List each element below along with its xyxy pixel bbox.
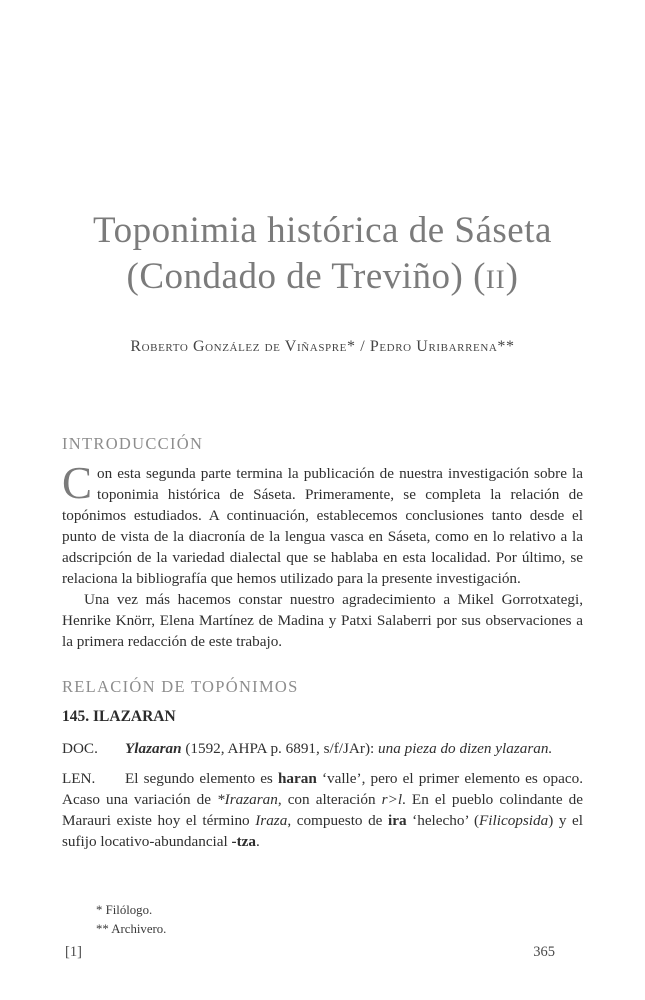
folio-marker: [1] [65,944,82,960]
page-number: 365 [533,944,555,960]
section-heading-relacion: RELACIÓN DE TOPÓNIMOS [62,677,299,696]
intro-paragraph-1 [62,458,583,589]
title-line-2: (Condado de Treviño) (II) [126,256,519,297]
len-paragraph [62,768,583,852]
authors-line: Roberto González de Viñaspre* / Pedro Uribarrena** [130,338,515,355]
title-line-1: Toponimia histórica de Sáseta [93,210,552,251]
footnote-2: ** Archivero. [96,922,167,936]
drop-cap: C [62,458,93,508]
intro-paragraph-2: Una vez más hacemos constar nuestro agradecimiento a Mikel Gorrotxategi, Henrike Knörr, Elena Martínez de Madina y Patxi Salaberri por sus observaciones a la primera redacción de este trabajo. [62,591,583,650]
footnote-1: * Filólogo. [96,903,153,917]
footnotes [96,901,166,939]
section-heading-introduccion: INTRODUCCIÓN [62,434,204,453]
intro-paragraph-1-text: on esta segunda parte termina la publicación de nuestra investigación sobre la toponimia histórica de Sáseta. Primeramente, se completa la relación de topónimos estudiados. A continuación, establecemos conclusiones tanto desde el punto de vista de la diacronía de la lengua vasca en Sáseta, como en lo relativo a la adscripción de la variedad dialectal que se hablaba en esta localidad. Por último, se relaciona la bibliografía que hemos utilizado para la presente investigación. [62,465,583,587]
len-text: El segundo elemento es haran ‘valle’, pero el primer elemento es opaco. Acaso una variación de *Irazaran, con alteración r>l. En el pueblo colindante de Marauri existe hoy el término Iraza, compuesto de ira ‘helecho’ (Filicopsida) y el sufijo locativo-abundancial -tza. [62,770,584,850]
doc-paragraph [62,738,583,759]
entry-heading: 145. ILAZARAN [62,708,176,725]
doc-label: DOC. [62,740,98,757]
len-label: LEN. [62,770,96,787]
page-title [0,208,645,302]
page-footer [65,944,555,961]
article-body [62,434,583,861]
doc-text: Ylazaran (1592, AHPA p. 6891, s/f/JAr): una pieza do dizen ylazaran. [125,740,553,757]
